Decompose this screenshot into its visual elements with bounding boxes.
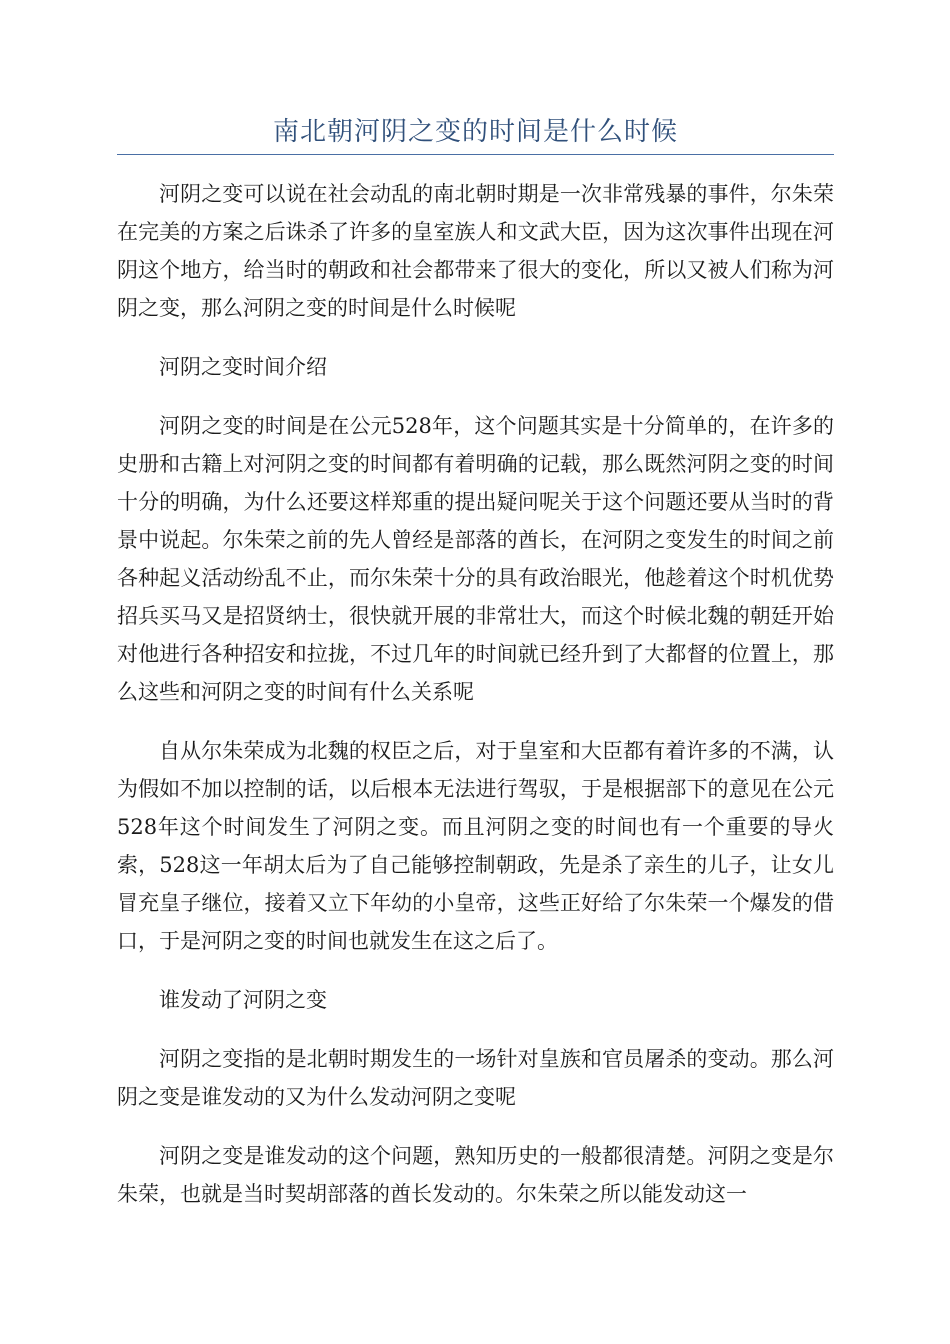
paragraph-intro: 河阴之变可以说在社会动乱的南北朝时期是一次非常残暴的事件，尔朱荣在完美的方案之后诛杀了许多的皇室族人和文武大臣，因为这次事件出现在河阴这个地方，给当时的朝政和社会都带来了很大的变化，所以又被人们称为河阴之变，那么河阴之变的时间是什么时候呢 [117,182,834,320]
paragraph-time-cause: 自从尔朱荣成为北魏的权臣之后，对于皇室和大臣都有着许多的不满，认为假如不加以控制的话，以后根本无法进行驾驭，于是根据部下的意见在公元528年这个时间发生了河阴之变。而且河阴之变的时间也有一个重要的导火索，528这一年胡太后为了自己能够控制朝政，先是杀了亲生的儿子，让女儿冒充皇子继位，接着又立下年幼的小皇帝，这些正好给了尔朱荣一个爆发的借口，于是河阴之变的时间也就发生在这之后了。 [117,739,834,953]
paragraph-time-detail: 河阴之变的时间是在公元528年，这个问题其实是十分简单的，在许多的史册和古籍上对河阴之变的时间都有着明确的记载，那么既然河阴之变的时间十分的明确，为什么还要这样郑重的提出疑问呢关于这个问题还要从当时的背景中说起。尔朱荣之前的先人曾经是部落的酋长，在河阴之变发生的时间之前各种起义活动纷乱不止，而尔朱荣十分的具有政治眼光，他趁着这个时机优势招兵买马又是招贤纳士，很快就开展的非常壮大，而这个时候北魏的朝廷开始对他进行各种招安和拉拢，不过几年的时间就已经升到了大都督的位置上，那么这些和河阴之变的时间有什么关系呢 [117,414,834,704]
section-heading-who: 谁发动了河阴之变 [159,988,327,1012]
document-title: 南北朝河阴之变的时间是什么时候 [272,117,678,147]
paragraph-who-intro: 河阴之变指的是北朝时期发生的一场针对皇族和官员屠杀的变动。那么河阴之变是谁发动的又为什么发动河阴之变呢 [117,1047,834,1109]
title-underline [117,154,834,155]
document-body [117,175,834,1234]
section-heading-time: 河阴之变时间介绍 [159,355,327,379]
paragraph-who-answer: 河阴之变是谁发动的这个问题，熟知历史的一般都很清楚。河阴之变是尔朱荣，也就是当时契胡部落的酋长发动的。尔朱荣之所以能发动这一 [117,1144,834,1206]
